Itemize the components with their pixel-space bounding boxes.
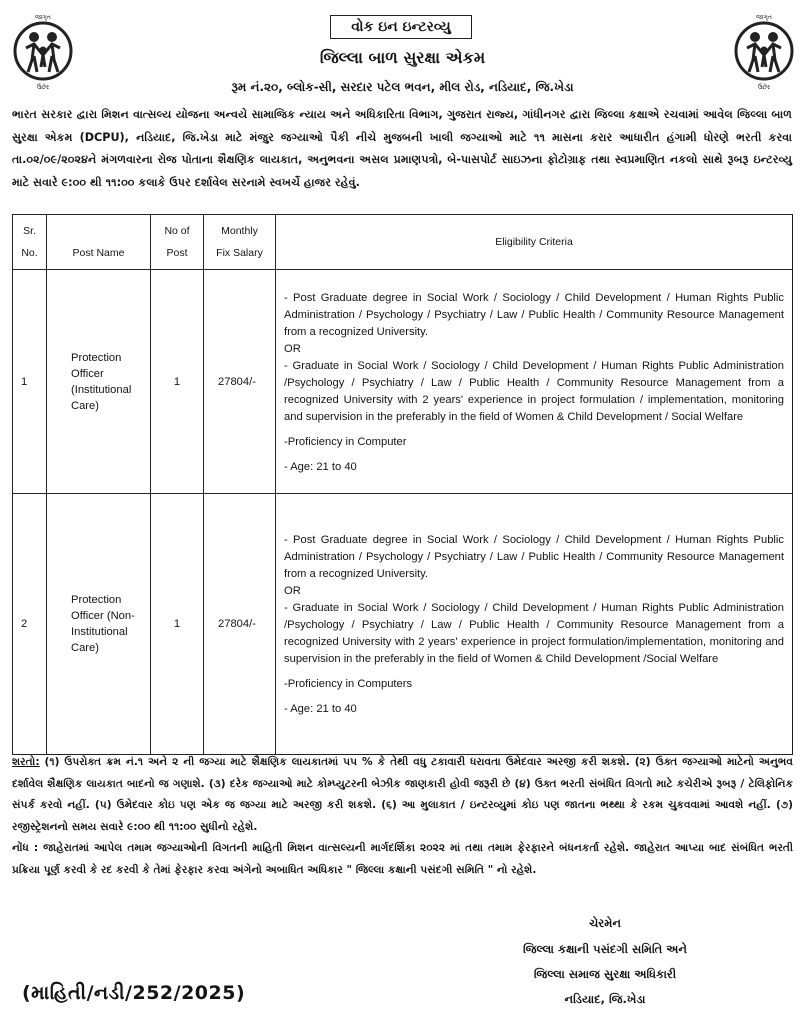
terms-note: નોંધ : જાહેરાતમાં આપેલ તમામ જગ્યાઓની વિગતની માહિતી મિશન વાત્સલ્યની માર્ગદર્શિકા ૨૦૨૨ માં તથા તમામ ફેરફારને બંધનકર્તા રહેશે. જાહેરાત આપ્યા બાદ સંબંધિત ભરતી પ્રક્રિયા પૂર્ણ કરવી કે રદ કરવી કે તેમાં ફેરફાર કરવા અંગેનો અબાધિત અધિકાર " જિલ્લા કક્ષાની પસંદગી સમિતિ " નો રહેશે. xyxy=(12,842,793,876)
terms-section xyxy=(12,752,793,881)
reference-number: (માહિતી/નડી/252/2025) xyxy=(22,982,246,1004)
row-post-name: Protection Officer (Non-Institutional Care) xyxy=(47,494,151,755)
criteria-computer: -Proficiency in Computer xyxy=(284,435,407,448)
header-salary-line2: Fix Salary xyxy=(216,247,263,259)
criteria-computer: -Proficiency in Computers xyxy=(284,678,413,690)
emblem-caption-top: જાગૃત xyxy=(756,14,772,21)
criteria-pg: - Post Graduate degree in Social Work / Sociology / Child Development / Human Rights Public Administration / Psychology / Psychiatry / Law / Public Health / Community Resource Management from a recognized University. xyxy=(284,291,784,338)
row-post-count: 1 xyxy=(151,494,204,755)
criteria-graduate: - Graduate in Social Work / Sociology / Child Development / Human Rights Public Administration /Psychology / Psychiatry / Law / Public Health / Community Resource Management from a recognized University with 2 years' experience in project formulation/implementation, monitoring and supervision in the preferably in the field of Women & Child Development /Social Welfare xyxy=(284,602,784,665)
vacancy-table xyxy=(12,214,793,755)
header-post xyxy=(47,215,151,270)
header-sr xyxy=(13,215,47,270)
terms-label: શરતો: xyxy=(12,756,40,768)
signature-place: નડિયાદ, જિ.ખેડા xyxy=(564,992,646,1006)
table-row xyxy=(13,270,793,494)
criteria-age: - Age: 21 to 40 xyxy=(284,460,357,473)
office-address: રૂમ નં.૨૦, બ્લોક-સી, સરદાર પટેલ ભવન, મીલ રોડ, નડિયાદ, જિ.ખેડા xyxy=(231,80,574,94)
header-criteria xyxy=(276,215,793,270)
row-salary: 27804/- xyxy=(204,494,276,755)
row-criteria xyxy=(276,494,793,755)
header-count-line1: No of xyxy=(164,225,190,237)
header-sr-line2: No. xyxy=(21,247,38,259)
header-post-label: Post Name xyxy=(72,247,125,259)
unit-name: જિલ્લા બાળ સુરક્ષા એકમ xyxy=(319,48,486,67)
walk-in-title: વોક ઇન ઇન્ટરવ્યુ xyxy=(330,15,472,39)
emblem-caption-bottom: ઉછેર xyxy=(757,84,771,91)
signature-chairman: ચેરમેન xyxy=(589,916,621,930)
emblem-caption-bottom: ઉછેર xyxy=(36,84,50,91)
header-count xyxy=(151,215,204,270)
signature-officer: જિલ્લા સમાજ સુરક્ષા અધિકારી xyxy=(533,967,677,981)
header-sr-line1: Sr. xyxy=(23,225,36,237)
criteria-age: - Age: 21 to 40 xyxy=(284,703,357,715)
row-post-count: 1 xyxy=(151,270,204,494)
table-header-row xyxy=(13,215,793,270)
criteria-or: OR xyxy=(284,342,301,355)
header-criteria-label: Eligibility Criteria xyxy=(495,236,573,248)
row-criteria xyxy=(276,270,793,494)
criteria-or: OR xyxy=(284,585,301,597)
criteria-pg: - Post Graduate degree in Social Work / Sociology / Child Development / Human Rights Public Administration / Psychology / Psychiatry / Law / Public Health / Community Resource Management from a recognized University. xyxy=(284,534,784,580)
criteria-graduate: - Graduate in Social Work / Sociology / Child Development / Human Rights Public Administration /Psychology / Psychiatry / Law / Public Health / Community Resource Management from a recognized University with 2 years' experience in project formulation / implementation, monitoring and supervision in the preferably in the field of Women & Child Development / Social Welfare xyxy=(284,359,784,423)
row-sr: 1 xyxy=(13,270,47,494)
emblem-caption-top: જાગૃત xyxy=(35,14,51,21)
signature-committee: જિલ્લા કક્ષાની પસંદગી સમિતિ અને xyxy=(523,942,687,956)
row-sr: 2 xyxy=(13,494,47,755)
header-count-line2: Post xyxy=(166,247,188,259)
intro-paragraph: ભારત સરકાર દ્વારા મિશન વાત્સલ્ય યોજના અન્વયે સામાજિક ન્યાય અને અધિકારિતા વિભાગ, ગુજરાત રાજ્ય, ગાંધીનગર દ્વારા જિલ્લા કક્ષાએ રચવામાં આવેલ જિલ્લા બાળ સુરક્ષા એકમ (DCPU), નડિયાદ, જિ.ખેડા માટે મંજુર જગ્યાઓ પૈકી નીચે મુજબની ખાલી જગ્યાઓ માટે ૧૧ માસના કરાર આધારીત હંગામી ધોરણે ભરતી કરવા તા.૦૨/૦૯/૨૦૨૪ને મંગળવારના રોજ પોતાના શૈક્ષણિક લાયકાત, અનુભવના અસલ પ્રમાણપત્રો, બે-પાસપોર્ટ સાઇઝના ફોટોગ્રાફ તથા સ્વપ્રમાણિત નકલો સાથે રૂબરૂ ઇન્ટરવ્યુ માટે સવારે ૯:૦૦ થી ૧૧:૦૦ કલાકે ઉપર દર્શાવેલ સરનામે સ્વખર્ચે હાજર રહેવું. xyxy=(12,108,792,189)
header-salary xyxy=(204,215,276,270)
table-row xyxy=(13,494,793,755)
header-salary-line1: Monthly xyxy=(221,225,258,237)
terms-text: (૧) ઉપરોક્ત ક્રમ નં.૧ અને ૨ ની જગ્યા માટે શૈક્ષણિક લાયકાતમાં ૫૫ % કે તેથી વધુ ટકાવારી ધરાવતા ઉમેદવાર અરજી કરી શકશે. (૨) ઉક્ત જગ્યાઓ માટેનો અનુભવ દર્શાવેલ શૈક્ષણિક લાયકાત બાદનો જ ગણાશે. (૩) દરેક જગ્યાઓ માટે કોમ્પ્યુટરની બેઝીક જાણકારી હોવી જરૂરી છે (૪) ઉક્ત ભરતી સંબંધિત વિગતો માટે કચેરીએ રૂબરૂ / ટેલિફોનિક સંપર્ક કરવો નહીં. (૫) ઉમેદવાર કોઇ પણ એક જ જગ્યા માટે અરજી કરી શકશે. (૬) આ મુલાકાત / ઇન્ટરવ્યુમાં કોઇ પણ જાતના ભથ્થા કે રકમ ચુકવવામાં આવશે નહીં. (૭) રજીસ્ટ્રેશનનો સમય સવારે ૯:૦૦ થી ૧૧:૦૦ સુધીનો રહેશે. xyxy=(12,756,793,833)
row-salary: 27804/- xyxy=(204,270,276,494)
row-post-name: Protection Officer (Institutional Care) xyxy=(47,270,151,494)
